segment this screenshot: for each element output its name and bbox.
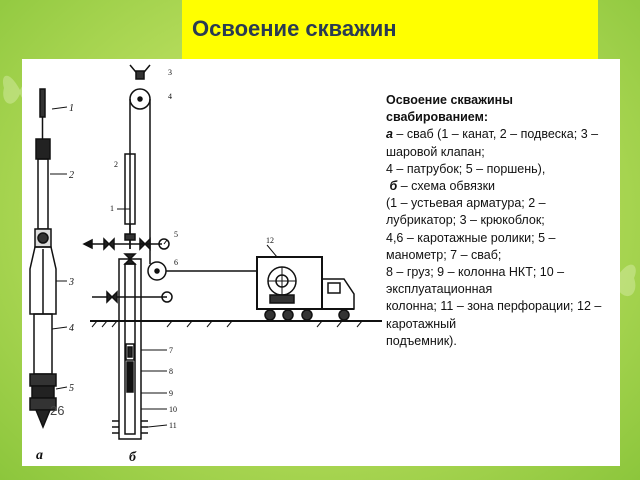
diagram-b-label: 3 bbox=[168, 68, 172, 77]
diagram-b-label: 8 bbox=[169, 367, 173, 376]
diagram-b-label: 1 bbox=[110, 204, 114, 213]
caption-text-b8: колонна; 11 – зона перфорации; 12 – bbox=[386, 299, 602, 314]
diagram-b-label: 12 bbox=[266, 236, 274, 245]
diagram-b-label: 9 bbox=[169, 389, 173, 398]
caption-text-b2: (1 – устьевая арматура; 2 – bbox=[386, 196, 546, 211]
diagram-b-letter: б bbox=[129, 450, 136, 465]
diagram-b-label: 2 bbox=[114, 160, 118, 169]
diagram-a-letter: а bbox=[36, 448, 43, 463]
caption-heading-1: Освоение скважины bbox=[386, 93, 513, 107]
caption-marker-b: б bbox=[389, 179, 398, 194]
caption-text-b7: эксплуатационная bbox=[386, 282, 493, 297]
caption-heading-2: свабированием: bbox=[386, 110, 489, 125]
diagram-a-label: 1 bbox=[69, 103, 74, 114]
caption-line bbox=[386, 126, 620, 143]
caption-text-a2: шаровой клапан; bbox=[386, 144, 485, 159]
caption-text-b4: 4,6 – каротажные ролики; 5 – bbox=[386, 230, 556, 245]
title-banner bbox=[182, 0, 598, 62]
caption-text-a1: – сваб (1 – канат, 2 – подвеска; 3 – bbox=[392, 127, 599, 142]
caption-line bbox=[386, 178, 620, 195]
diagram-a-label: 5 bbox=[69, 383, 74, 394]
swab-diagram bbox=[22, 59, 382, 466]
diagram-b-label: 5 bbox=[174, 230, 178, 239]
diagram-b-label: 10 bbox=[169, 405, 177, 414]
caption-text-b1: – схема обвязки bbox=[397, 179, 496, 194]
caption-text bbox=[386, 92, 620, 350]
caption-text-b9: каротажный bbox=[386, 316, 457, 331]
caption-text-a3: 4 – патрубок; 5 – поршень), bbox=[386, 161, 546, 176]
diagram-b-label: 7 bbox=[169, 346, 173, 355]
caption-text-b5: манометр; 7 – сваб; bbox=[386, 247, 502, 262]
diagram-b-label: 4 bbox=[168, 92, 172, 101]
content-panel bbox=[22, 59, 620, 466]
diagram-a-label: 2 bbox=[69, 170, 74, 181]
diagram-a-label: 3 bbox=[69, 277, 74, 288]
caption-text-b3: лубрикатор; 3 – крюкоблок; bbox=[386, 213, 545, 228]
slide-title: Освоение скважин bbox=[192, 16, 397, 41]
page-number: 26 bbox=[50, 403, 65, 418]
diagram-b bbox=[84, 65, 382, 439]
diagram-b-label: 11 bbox=[169, 421, 177, 430]
diagram-a bbox=[30, 89, 67, 427]
caption-marker-a: а bbox=[386, 127, 393, 142]
diagram-b-label: 6 bbox=[174, 258, 178, 267]
diagram-a-label: 4 bbox=[69, 323, 74, 334]
caption-text-b6: 8 – груз; 9 – колонна НКТ; 10 – bbox=[386, 265, 565, 280]
caption-text-b10: подъемник). bbox=[386, 333, 457, 348]
